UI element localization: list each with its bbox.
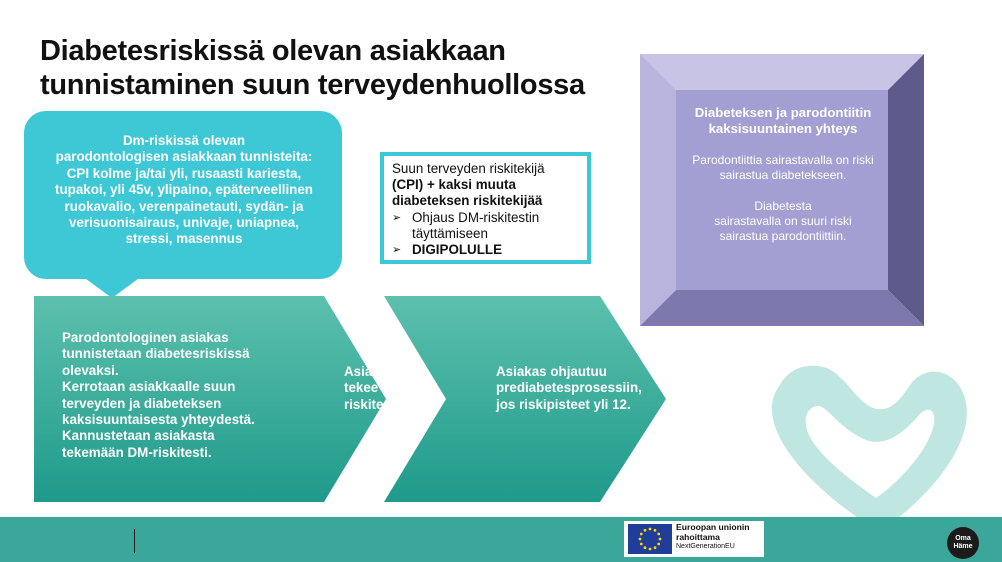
callout-line: stressi, masennus (125, 231, 243, 247)
step-1-line: Kannustetaan asiakasta (62, 428, 215, 444)
risk-factor-box (380, 152, 591, 264)
eu-line-3: NextGenerationEU (676, 543, 735, 550)
arrow-bullet-icon: ➢ (392, 244, 402, 257)
panel-text (672, 105, 894, 260)
eu-line-2: rahoittama (676, 532, 720, 542)
title-line-1: Diabetesriskissä olevan asiakkaan (40, 35, 506, 67)
panel-heading-line: Diabeteksen ja parodontiitin (694, 105, 872, 120)
logo-line-1: Oma (955, 535, 971, 542)
callout-line: Dm-riskissä olevan (122, 133, 246, 148)
step-2-line: tekee DM- (344, 380, 408, 396)
panel-para2-line: sairastua parodontiittiin. (719, 229, 847, 243)
callout-line: tupakoi, yli 45v, ylipaino, epäterveellinen (55, 182, 313, 198)
step-3-line: prediabetesprosessiin, (496, 380, 642, 396)
callout-line: parodontologisen asiakkaan tunnisteita: (55, 149, 313, 165)
step-3-text (496, 364, 676, 413)
callout-text (36, 133, 332, 248)
riskbox-line-2: (CPI) + kaksi muuta (392, 177, 516, 193)
bullet-2-text: DIGIPOLULLE (412, 242, 503, 258)
callout-tail (82, 276, 142, 298)
panel-para1-line: sairastua diabetekseen. (719, 168, 847, 182)
step-1-line: tekemään DM-riskitesti. (62, 444, 212, 460)
slide-title (40, 34, 640, 102)
panel-para1-line: Parodontiittia sairastavalla on riski (692, 153, 874, 167)
callout-line: ruokavalio, verenpainetauti, sydän- ja (64, 198, 304, 214)
footer-bar (0, 517, 1002, 562)
step-3-line: jos riskipisteet yli 12. (496, 396, 631, 412)
panel-heading-line: kaksisuuntainen yhteys (708, 121, 858, 136)
panel-para2-line: sairastavalla on suuri riski (714, 214, 852, 228)
panel-heading (672, 105, 894, 137)
step-1-line: terveyden ja diabeteksen (62, 395, 222, 411)
riskbox-bullet-1 (392, 210, 579, 242)
step-1-text (62, 330, 262, 461)
panel-paragraph-2 (672, 199, 894, 244)
panel-paragraph-1 (672, 153, 894, 183)
eu-flag-icon (628, 524, 672, 554)
footer-divider (134, 529, 135, 553)
eu-line-1: Euroopan unionin (676, 522, 750, 532)
callout-line: CPI kolme ja/tai yli, rusaasti kariesta, (66, 165, 302, 181)
step-2-line: Asiakas (344, 364, 395, 379)
step-3-line: Asiakas ohjautuu (496, 364, 607, 379)
step-1-line: kaksisuuntaisesta yhteydestä. (62, 412, 255, 428)
step-1-line: Parodontologinen asiakas (62, 330, 229, 345)
step-1-line: Kerrotaan asiakkaalle suun (62, 379, 236, 395)
bullet-1-line-2: täyttämiseen (412, 225, 488, 241)
step-2-text (344, 364, 424, 413)
bullet-1-line-1: Ohjaus DM-riskitestin (412, 209, 540, 225)
logo-line-2: Häme (953, 543, 973, 550)
eu-funding-text (676, 522, 764, 552)
arrow-bullet-icon: ➢ (392, 211, 402, 224)
title-line-2: tunnistaminen suun terveydenhuollossa (40, 69, 585, 101)
step-2-line: riskitestin (344, 396, 408, 412)
riskbox-line-1: Suun terveyden riskitekijä (392, 161, 545, 176)
riskbox-line-3: diabeteksen riskitekijää (392, 193, 543, 209)
riskbox-bullet-2 (392, 242, 579, 258)
panel-para2-line: Diabetesta (754, 199, 812, 213)
step-1-line: olevaksi. (62, 362, 119, 378)
oma-hame-logo (947, 527, 979, 559)
step-1-line: tunnistetaan diabetesriskissä (62, 346, 250, 362)
callout-line: verisuonisairaus, univaje, uniapnea, (69, 215, 299, 231)
heart-decoration-icon (748, 358, 988, 518)
